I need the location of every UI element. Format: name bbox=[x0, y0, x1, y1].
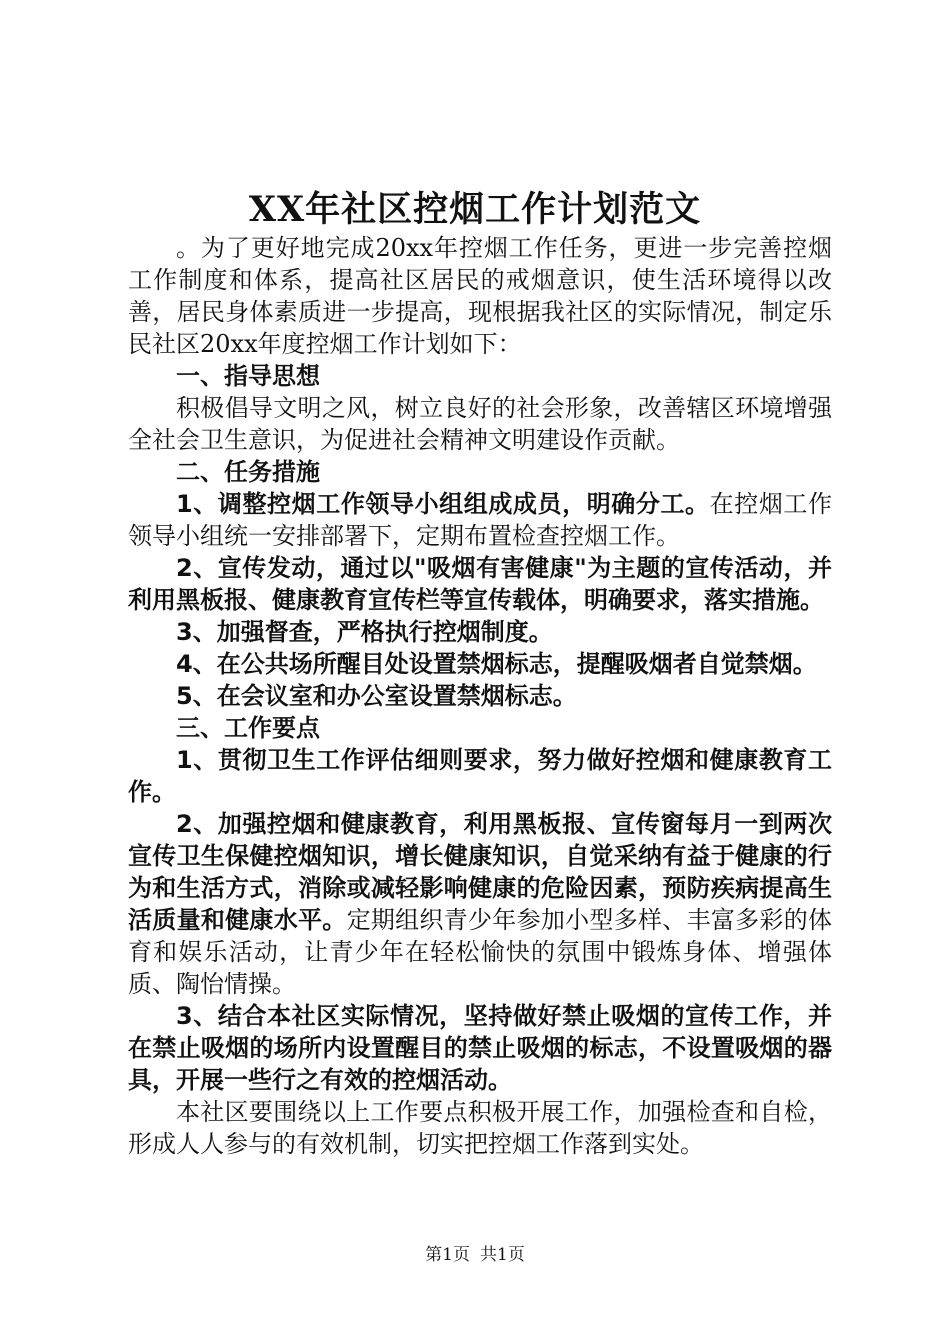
paragraph bbox=[128, 392, 832, 456]
bold-text-segment: 1、调整控烟工作领导小组组成成员，明确分工。 bbox=[176, 490, 710, 518]
paragraph bbox=[128, 648, 832, 680]
bold-text-segment: 3、加强督查，严格执行控烟制度。 bbox=[176, 618, 553, 646]
text-segment: 定期组织青少年参加小型多样、丰富多彩的体育和娱乐活动，让青少年在轻松愉快的氛围中锻炼身体、增强体质、陶怡情操。 bbox=[128, 906, 833, 998]
paragraph bbox=[128, 680, 832, 712]
page-total: 共1页 bbox=[480, 1245, 525, 1265]
paragraph bbox=[128, 712, 832, 744]
text-segment: 在控烟工作领导小组统一安排部署下，定期布置检查控烟工作。 bbox=[128, 490, 833, 550]
bold-text-segment: 2、加强控烟和健康教育，利用黑板报、宣传窗每月一到两次宣传卫生保健控烟知识，增长健康知识，自觉采纳有益于健康的行为和生活方式，消除或减轻影响健康的危险因素，预防疾病提高生活质量和健康水平。 bbox=[128, 810, 832, 934]
document-body bbox=[128, 232, 832, 1160]
paragraph bbox=[128, 232, 832, 360]
page-number: 第1页 bbox=[425, 1245, 470, 1265]
bold-text-segment: 5、在会议室和办公室设置禁烟标志。 bbox=[176, 682, 577, 710]
page-footer bbox=[0, 1244, 950, 1266]
document-title: XX年社区控烟工作计划范文 bbox=[248, 189, 702, 230]
paragraph bbox=[128, 456, 832, 488]
bold-text-segment: 1、贯彻卫生工作评估细则要求，努力做好控烟和健康教育工作。 bbox=[128, 746, 832, 806]
paragraph bbox=[128, 488, 832, 552]
paragraph bbox=[128, 1000, 832, 1096]
text-segment: 本社区要围绕以上工作要点积极开展工作，加强检查和自检，形成人人参与的有效机制，切实把控烟工作落到实处。 bbox=[128, 1098, 832, 1158]
bold-text-segment: 4、在公共场所醒目处设置禁烟标志，提醒吸烟者自觉禁烟。 bbox=[176, 650, 817, 678]
bold-text-segment: 一、指导思想 bbox=[176, 362, 320, 390]
bold-text-segment: 3、结合本社区实际情况，坚持做好禁止吸烟的宣传工作，并在禁止吸烟的场所内设置醒目的禁止吸烟的标志，不设置吸烟的器具，开展一些行之有效的控烟活动。 bbox=[128, 1002, 832, 1094]
bold-text-segment: 二、任务措施 bbox=[176, 458, 320, 486]
text-segment: 积极倡导文明之风，树立良好的社会形象，改善辖区环境增强全社会卫生意识，为促进社会精神文明建设作贡献。 bbox=[128, 394, 832, 454]
paragraph bbox=[128, 552, 832, 616]
text-segment: 。为了更好地完成20xx年控烟工作任务，更进一步完善控烟工作制度和体系，提高社区居民的戒烟意识，使生活环境得以改善，居民身体素质进一步提高，现根据我社区的实际情况，制定乐民社区20xx年度控烟工作计划如下： bbox=[128, 234, 832, 358]
paragraph bbox=[128, 616, 832, 648]
paragraph bbox=[128, 744, 832, 808]
paragraph bbox=[128, 1096, 832, 1160]
paragraph bbox=[128, 360, 832, 392]
paragraph bbox=[128, 808, 832, 1000]
bold-text-segment: 2、宣传发动，通过以"吸烟有害健康"为主题的宣传活动，并利用黑板报、健康教育宣传栏等宣传载体，明确要求，落实措施。 bbox=[128, 554, 832, 614]
bold-text-segment: 三、工作要点 bbox=[176, 714, 320, 742]
